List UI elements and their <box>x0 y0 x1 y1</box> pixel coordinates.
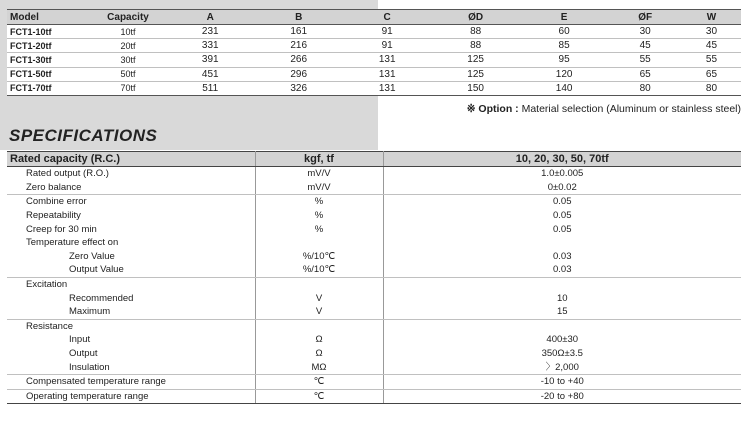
cell-c: 131 <box>343 67 431 81</box>
cell-b: 326 <box>254 81 342 95</box>
spec-value: 0.05 <box>553 210 572 222</box>
table-row <box>7 81 741 95</box>
table-row <box>7 277 741 291</box>
spec-name: Resistance <box>7 319 255 333</box>
header-c: C <box>343 10 431 25</box>
cell-model: FCT1-30tf <box>7 53 90 67</box>
spec-name: Input <box>7 333 255 347</box>
header-model: Model <box>7 10 90 25</box>
spec-unit: MΩ <box>255 360 383 374</box>
cell-c: 91 <box>343 25 431 39</box>
spec-value: 1.0±0.005 <box>541 168 584 180</box>
spec-unit: Ω <box>255 347 383 361</box>
cell-a: 391 <box>166 53 254 67</box>
spec-unit: % <box>255 222 383 236</box>
spec-unit: % <box>255 209 383 223</box>
table-row <box>7 305 741 319</box>
cell-c: 131 <box>343 81 431 95</box>
header-values: 10, 20, 30, 50, 70tf <box>383 152 741 167</box>
header-unit: kgf, tf <box>255 152 383 167</box>
spec-value: 0.05 <box>553 196 572 208</box>
cell-e: 60 <box>520 25 608 39</box>
cell-b: 296 <box>254 67 342 81</box>
specifications-header-row <box>7 152 741 167</box>
table-row <box>7 360 741 374</box>
spec-unit: %/10℃ <box>255 263 383 277</box>
cell-b: 216 <box>254 39 342 53</box>
cell-e: 95 <box>520 53 608 67</box>
spec-unit <box>255 319 383 333</box>
spec-value: 10 <box>556 292 568 304</box>
cell-c: 91 <box>343 39 431 53</box>
spec-value: 0±0.02 <box>383 181 741 195</box>
cell-w: 30 <box>682 25 741 39</box>
spec-name: Output <box>7 347 255 361</box>
spec-value <box>383 277 741 291</box>
cell-a: 231 <box>166 25 254 39</box>
cell-w: 65 <box>682 67 741 81</box>
spec-name: Rated output (R.O.) <box>7 167 255 181</box>
header-capacity: Capacity <box>90 10 166 25</box>
table-row <box>7 389 741 404</box>
spec-value: 〉2,000 <box>383 360 741 374</box>
table-row <box>7 263 741 277</box>
cell-model: FCT1-20tf <box>7 39 90 53</box>
cell-f: 65 <box>608 67 682 81</box>
cell-f: 55 <box>608 53 682 67</box>
spec-name: Excitation <box>7 277 255 291</box>
cell-e: 85 <box>520 39 608 53</box>
spec-unit: % <box>255 195 383 209</box>
cell-a: 331 <box>166 39 254 53</box>
table-row <box>7 319 741 333</box>
spec-name: Combine error <box>7 195 255 209</box>
cell-model: FCT1-10tf <box>7 25 90 39</box>
header-a: A <box>166 10 254 25</box>
cell-d: 88 <box>431 25 519 39</box>
table-row <box>7 374 741 389</box>
cell-c: 131 <box>343 53 431 67</box>
header-d: ØD <box>431 10 519 25</box>
table-row <box>7 250 741 264</box>
spec-name: Operating temperature range <box>7 389 255 404</box>
table-row <box>7 291 741 305</box>
spec-value: 350Ω±3.5 <box>541 348 583 360</box>
header-e: E <box>520 10 608 25</box>
table-row <box>7 333 741 347</box>
cell-e: 140 <box>520 81 608 95</box>
cell-d: 125 <box>431 67 519 81</box>
table-row <box>7 25 741 39</box>
spec-value: 0.03 <box>553 250 572 262</box>
cell-b: 266 <box>254 53 342 67</box>
spec-value: -20 to +80 <box>383 389 741 404</box>
table-row <box>7 53 741 67</box>
header-b: B <box>254 10 342 25</box>
spec-name: Maximum <box>7 305 255 319</box>
cell-f: 80 <box>608 81 682 95</box>
header-rated-capacity: Rated capacity (R.C.) <box>7 152 255 167</box>
table-row <box>7 167 741 181</box>
specifications-body <box>7 167 741 404</box>
table-row <box>7 181 741 195</box>
cell-w: 55 <box>682 53 741 67</box>
spec-value <box>383 319 741 333</box>
spec-unit: mV/V <box>255 167 383 181</box>
option-note-text: Material selection (Aluminum or stainless steel) <box>521 103 741 115</box>
cell-capacity: 50tf <box>90 67 166 81</box>
cell-model: FCT1-70tf <box>7 81 90 95</box>
spec-value: 15 <box>383 305 741 319</box>
cell-a: 451 <box>166 67 254 81</box>
spec-name: Compensated temperature range <box>7 374 255 389</box>
section-title: SPECIFICATIONS <box>9 126 158 145</box>
dimensions-header-row <box>7 10 741 25</box>
header-f: ØF <box>608 10 682 25</box>
spec-unit: ℃ <box>255 374 383 389</box>
spec-value: 0.03 <box>383 263 741 277</box>
cell-capacity: 20tf <box>90 39 166 53</box>
spec-unit: mV/V <box>255 181 383 195</box>
cell-w: 80 <box>682 81 741 95</box>
spec-name: Zero Value <box>7 250 255 264</box>
cell-f: 30 <box>608 25 682 39</box>
cell-capacity: 70tf <box>90 81 166 95</box>
cell-a: 511 <box>166 81 254 95</box>
table-row <box>7 195 741 209</box>
table-row <box>7 39 741 53</box>
spec-name: Zero balance <box>7 181 255 195</box>
cell-capacity: 30tf <box>90 53 166 67</box>
table-row <box>7 209 741 223</box>
spec-unit: V <box>255 305 383 319</box>
table-row <box>7 222 741 236</box>
spec-unit <box>255 277 383 291</box>
spec-name: Recommended <box>7 291 255 305</box>
header-w: W <box>682 10 741 25</box>
cell-e: 120 <box>520 67 608 81</box>
spec-value: -10 to +40 <box>383 374 741 389</box>
cell-b: 161 <box>254 25 342 39</box>
option-note-label: ※ Option : <box>466 103 519 115</box>
cell-f: 45 <box>608 39 682 53</box>
spec-value: 0.05 <box>553 223 572 235</box>
spec-unit: V <box>255 291 383 305</box>
spec-name: Repeatability <box>7 209 255 223</box>
cell-w: 45 <box>682 39 741 53</box>
spec-name: Insulation <box>7 360 255 374</box>
cell-d: 150 <box>431 81 519 95</box>
cell-capacity: 10tf <box>90 25 166 39</box>
dimensions-table <box>7 9 741 96</box>
cell-d: 125 <box>431 53 519 67</box>
spec-unit: Ω <box>255 333 383 347</box>
table-row <box>7 67 741 81</box>
cell-model: FCT1-50tf <box>7 67 90 81</box>
option-note <box>467 103 741 115</box>
spec-name: Temperature effect on <box>7 236 255 250</box>
spec-name: Creep for 30 min <box>7 222 255 236</box>
table-row <box>7 347 741 361</box>
spec-unit: %/10℃ <box>255 250 383 264</box>
spec-value: 400±30 <box>546 334 579 346</box>
specifications-table <box>7 151 741 404</box>
spec-name: Output Value <box>7 263 255 277</box>
spec-unit: ℃ <box>255 389 383 404</box>
cell-d: 88 <box>431 39 519 53</box>
spec-unit <box>255 236 383 250</box>
spec-value <box>383 236 741 250</box>
table-row <box>7 236 741 250</box>
